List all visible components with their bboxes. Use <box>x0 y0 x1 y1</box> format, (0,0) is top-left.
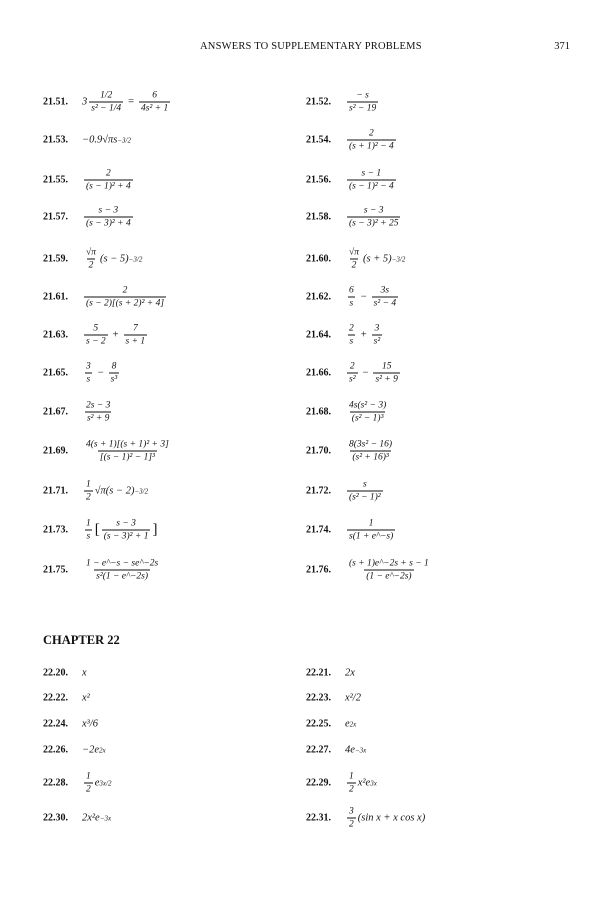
denominator: (s − 3)² + 1 <box>103 531 149 542</box>
fraction <box>347 248 361 271</box>
answer-expression <box>82 772 111 795</box>
answer-item <box>306 550 556 590</box>
problem-number: 21.66. <box>306 367 331 379</box>
fraction <box>84 286 166 309</box>
denominator: s <box>349 298 354 309</box>
denominator: (s + 1)² − 4 <box>349 141 394 152</box>
numerator: 1/2 <box>100 90 113 101</box>
problem-number: 21.76. <box>306 564 331 576</box>
answer-expression <box>345 286 400 309</box>
fraction <box>347 559 431 582</box>
answer-item <box>43 798 293 838</box>
numerator: s <box>362 479 367 490</box>
fraction <box>102 519 151 542</box>
denominator: 2 <box>88 260 94 271</box>
denominator: s <box>86 531 91 542</box>
answer-expression <box>82 440 173 463</box>
numerator: 4(s + 1)[(s + 1)² + 3] <box>86 439 169 450</box>
answer-item <box>43 763 293 803</box>
answer-expression <box>82 324 149 347</box>
problem-number: 22.23. <box>306 692 331 704</box>
problem-number: 22.29. <box>306 777 331 789</box>
operator: − <box>360 291 367 303</box>
answer-expression <box>345 169 398 192</box>
numerator: 8 <box>111 361 117 372</box>
exponent: 3x/2 <box>99 779 112 787</box>
answer-item <box>43 82 293 122</box>
answer-expression <box>82 169 135 192</box>
answer-item <box>43 353 293 393</box>
denominator: (s − 2)[(s + 2)² + 4] <box>86 298 165 309</box>
denominator: 2 <box>351 260 357 271</box>
fraction <box>347 324 356 347</box>
answer-item <box>306 353 556 393</box>
fraction <box>84 519 93 542</box>
answer-item <box>43 550 293 590</box>
numerator: s − 3 <box>116 518 136 529</box>
expression-text: 2x <box>345 667 355 679</box>
denominator: s² + 9 <box>375 374 398 385</box>
fraction <box>84 401 112 424</box>
expression-text: (s − 5) <box>99 253 129 265</box>
denominator: s + 1 <box>125 336 146 347</box>
fraction <box>124 324 148 347</box>
answer-expression <box>82 401 114 424</box>
denominator: (s² + 16)³ <box>352 452 389 463</box>
answer-expression <box>345 324 384 347</box>
problem-number: 21.54. <box>306 134 331 146</box>
exponent: −3/2 <box>134 487 149 495</box>
answer-expression <box>345 362 402 385</box>
problem-number: 22.20. <box>43 667 68 679</box>
answer-item <box>43 239 293 279</box>
problem-number: 21.52. <box>306 96 331 108</box>
answer-expression <box>82 91 172 114</box>
fraction <box>139 91 170 114</box>
operator: + <box>112 329 119 341</box>
fraction <box>84 169 133 192</box>
exponent: −3/2 <box>391 255 406 263</box>
exponent: −3/2 <box>128 255 143 263</box>
numerator: 2 <box>349 323 354 334</box>
numerator: 3 <box>374 323 380 334</box>
bracket-right: ] <box>152 521 158 538</box>
answer-expression <box>345 480 385 503</box>
answer-item <box>306 277 556 317</box>
answer-expression <box>82 719 98 730</box>
fraction <box>347 286 356 309</box>
answer-expression <box>345 772 377 795</box>
answer-item <box>306 120 556 160</box>
denominator: s² <box>349 374 356 385</box>
denominator: 2 <box>86 784 91 795</box>
fraction <box>372 286 398 309</box>
exponent: −3x <box>354 746 367 754</box>
problem-number: 21.51. <box>43 96 68 108</box>
fraction <box>372 324 383 347</box>
expression-text: (sin x + x cos x) <box>357 812 426 824</box>
denominator: s²(1 − e^−2s) <box>96 571 149 582</box>
problem-number: 22.24. <box>43 718 68 730</box>
denominator: (1 − e^−2s) <box>366 571 412 582</box>
problem-number: 21.68. <box>306 406 331 418</box>
answer-expression <box>82 362 121 385</box>
expression-text: 4e <box>345 744 355 756</box>
answer-expression <box>82 248 142 271</box>
expression-text: x²/2 <box>345 692 361 704</box>
bracket-left: [ <box>94 521 100 538</box>
operator: − <box>362 367 369 379</box>
answer-expression <box>345 807 425 830</box>
operator: = <box>128 96 135 108</box>
answer-expression <box>345 719 356 730</box>
fraction <box>347 129 396 152</box>
problem-number: 22.26. <box>43 744 68 756</box>
numerator: 3s <box>380 285 390 296</box>
fraction <box>347 91 378 114</box>
operator: + <box>360 329 367 341</box>
answer-expression <box>82 135 131 146</box>
problem-number: 21.72. <box>306 485 331 497</box>
fraction <box>347 206 400 229</box>
problem-number: 21.57. <box>43 211 68 223</box>
problem-number: 21.73. <box>43 524 68 536</box>
numerator: 1 <box>86 518 91 529</box>
fraction <box>347 519 395 542</box>
exponent: 3x <box>370 779 377 787</box>
expression-text: x² <box>82 692 90 704</box>
problem-number: 22.22. <box>43 692 68 704</box>
numerator: √π <box>86 247 96 258</box>
problem-number: 22.25. <box>306 718 331 730</box>
problem-number: 21.67. <box>43 406 68 418</box>
answer-expression <box>345 206 402 229</box>
answer-expression <box>82 693 90 704</box>
page-header <box>200 41 570 57</box>
answer-item <box>43 160 293 200</box>
fraction <box>347 362 358 385</box>
denominator: (s − 3)² + 25 <box>349 218 399 229</box>
exponent: 2x <box>349 720 357 728</box>
coefficient: 3 <box>82 96 88 108</box>
problem-number: 21.60. <box>306 253 331 265</box>
problem-number: 21.65. <box>43 367 68 379</box>
denominator: [(s − 1)² − 1]³ <box>99 452 155 463</box>
answer-expression <box>345 91 380 114</box>
answer-expression <box>345 248 405 271</box>
answer-item <box>43 315 293 355</box>
numerator: − s <box>356 90 369 101</box>
fraction <box>84 248 98 271</box>
denominator: (s − 1)² + 4 <box>86 181 131 192</box>
answer-expression <box>82 519 157 542</box>
fraction <box>347 480 383 503</box>
denominator: s <box>86 374 91 385</box>
denominator: s − 2 <box>86 336 106 347</box>
answer-item <box>306 315 556 355</box>
answer-item <box>43 392 293 432</box>
answer-item <box>43 431 293 471</box>
denominator: s <box>349 336 354 347</box>
answer-expression <box>345 519 397 542</box>
fraction <box>347 772 356 795</box>
fraction <box>347 807 356 830</box>
expression-text: 2x²e <box>82 812 100 824</box>
numerator: √π <box>349 247 359 258</box>
fraction <box>84 362 93 385</box>
problem-number: 21.56. <box>306 174 331 186</box>
problem-number: 21.62. <box>306 291 331 303</box>
expression-text: e <box>345 718 350 730</box>
answer-expression <box>345 745 366 756</box>
answer-item <box>43 510 293 550</box>
answer-item <box>43 120 293 160</box>
numerator: 6 <box>152 90 158 101</box>
problem-number: 21.71. <box>43 485 68 497</box>
answer-item <box>43 471 293 511</box>
fraction <box>84 480 93 503</box>
answer-expression <box>82 745 106 756</box>
denominator: (s² − 1)³ <box>351 413 384 424</box>
numerator: 3 <box>349 806 354 817</box>
numerator: 2s − 3 <box>86 400 111 411</box>
fraction <box>347 401 388 424</box>
numerator: 1 <box>368 518 374 529</box>
problem-number: 21.74. <box>306 524 331 536</box>
numerator: 1 <box>86 771 91 782</box>
problem-number: 22.27. <box>306 744 331 756</box>
problem-number: 21.69. <box>43 445 68 457</box>
problem-number: 21.63. <box>43 329 68 341</box>
answer-expression <box>82 480 148 503</box>
numerator: 1 <box>349 771 354 782</box>
page-number: 371 <box>554 41 570 52</box>
answer-item <box>43 277 293 317</box>
problem-number: 22.21. <box>306 667 331 679</box>
answer-expression <box>345 440 396 463</box>
numerator: 15 <box>381 361 392 372</box>
denominator: 4s² + 1 <box>141 103 169 114</box>
fraction <box>84 772 93 795</box>
fraction <box>84 206 133 229</box>
denominator: s² − 1/4 <box>91 103 122 114</box>
problem-number: 22.28. <box>43 777 68 789</box>
problem-number: 21.55. <box>43 174 68 186</box>
fraction <box>84 324 108 347</box>
numerator: 2 <box>349 361 355 372</box>
answer-item <box>306 510 556 550</box>
answer-item <box>306 763 556 803</box>
exponent: −3x <box>99 814 112 822</box>
chapter-heading: CHAPTER 22 <box>43 633 120 647</box>
numerator: s − 1 <box>361 168 382 179</box>
expression-text: √π(s − 2) <box>94 485 135 497</box>
numerator: 1 <box>86 479 91 490</box>
problem-number: 22.31. <box>306 812 331 824</box>
answer-expression <box>345 559 433 582</box>
fraction <box>347 169 396 192</box>
expression-text: x <box>82 667 87 679</box>
answer-item <box>306 471 556 511</box>
answer-expression <box>345 668 355 679</box>
numerator: 2 <box>105 168 111 179</box>
problem-number: 21.58. <box>306 211 331 223</box>
fraction <box>84 440 171 463</box>
answer-expression <box>82 286 168 309</box>
denominator: s² − 19 <box>349 103 377 114</box>
problem-number: 21.59. <box>43 253 68 265</box>
denominator: s³ <box>110 374 118 385</box>
denominator: 2 <box>349 784 354 795</box>
expression-text: x²e <box>357 777 371 789</box>
fraction <box>373 362 399 385</box>
fraction <box>109 362 120 385</box>
problem-number: 21.64. <box>306 329 331 341</box>
answer-item <box>306 239 556 279</box>
numerator: 3 <box>86 361 91 372</box>
answer-item <box>306 431 556 471</box>
fraction <box>347 440 394 463</box>
expression-text: −0.9√πs <box>82 134 118 146</box>
denominator: s(1 + e^−s) <box>349 531 394 542</box>
answer-item <box>306 82 556 122</box>
expression-text: e <box>94 777 100 789</box>
answer-item <box>306 197 556 237</box>
numerator: 6 <box>349 285 354 296</box>
denominator: 2 <box>86 492 91 503</box>
problem-number: 21.53. <box>43 134 68 146</box>
problem-number: 22.30. <box>43 812 68 824</box>
answer-expression <box>82 813 111 824</box>
answer-expression <box>82 559 162 582</box>
numerator: 1 − e^−s − se^−2s <box>86 558 159 569</box>
numerator: 2 <box>122 285 128 296</box>
answer-item <box>306 160 556 200</box>
expression-text: −2e <box>82 744 99 756</box>
denominator: (s² − 1)² <box>349 492 381 503</box>
answer-item <box>43 197 293 237</box>
numerator: 8(3s² − 16) <box>349 439 393 450</box>
answer-item <box>306 392 556 432</box>
answer-expression <box>82 206 135 229</box>
expression-text: (s + 5) <box>362 253 392 265</box>
fraction <box>89 91 123 114</box>
answer-item <box>306 798 556 838</box>
denominator: s² <box>373 336 381 347</box>
answer-expression <box>345 401 390 424</box>
numerator: s − 3 <box>98 205 119 216</box>
expression-text: x³/6 <box>82 718 98 730</box>
numerator: 2 <box>368 128 374 139</box>
denominator: (s − 3)² + 4 <box>86 218 131 229</box>
problem-number: 21.75. <box>43 564 68 576</box>
answer-expression <box>345 129 398 152</box>
denominator: 2 <box>349 819 354 830</box>
answer-expression <box>345 693 361 704</box>
denominator: (s − 1)² − 4 <box>349 181 394 192</box>
fraction <box>84 559 160 582</box>
running-title: ANSWERS TO SUPPLEMENTARY PROBLEMS <box>200 41 422 52</box>
operator: − <box>97 367 104 379</box>
numerator: 5 <box>93 323 99 334</box>
numerator: s − 3 <box>363 205 384 216</box>
exponent: 2x <box>99 746 106 754</box>
numerator: 4s(s² − 3) <box>349 400 387 411</box>
answer-expression <box>82 668 87 679</box>
problem-number: 21.61. <box>43 291 68 303</box>
numerator: 7 <box>132 323 138 334</box>
numerator: (s + 1)e^−2s + s − 1 <box>349 558 429 569</box>
denominator: s² − 4 <box>373 298 397 309</box>
exponent: −3/2 <box>117 136 131 144</box>
problem-number: 21.70. <box>306 445 331 457</box>
denominator: s² + 9 <box>86 413 110 424</box>
